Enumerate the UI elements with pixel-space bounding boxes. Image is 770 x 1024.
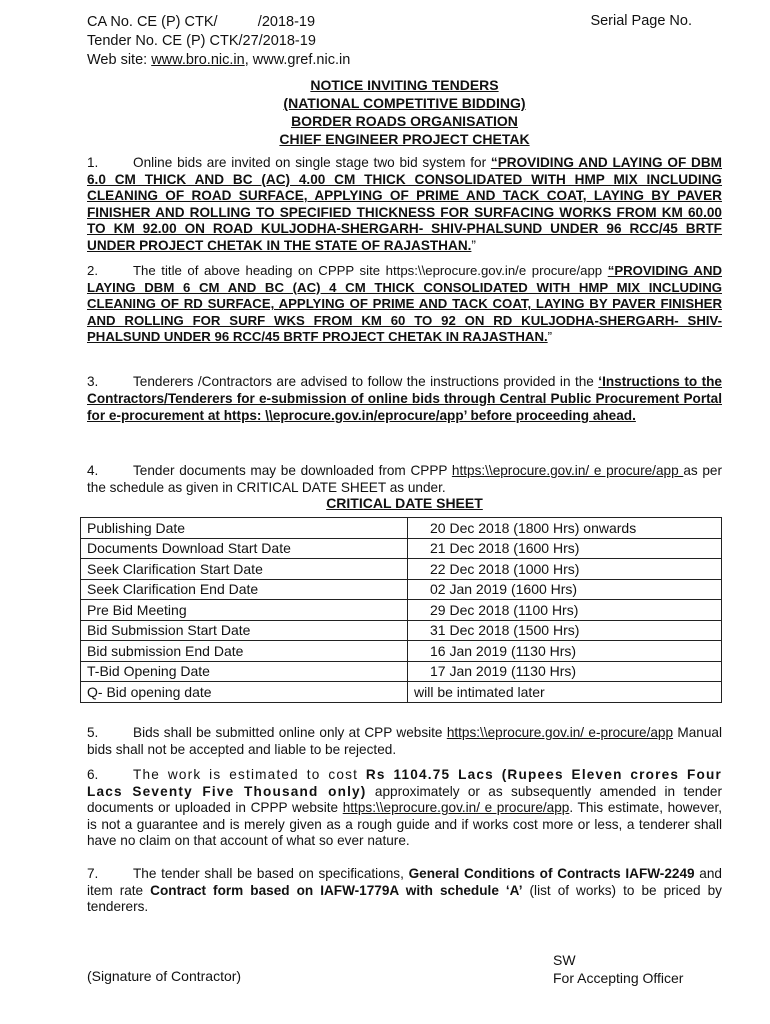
date-value: 22 Dec 2018 (1000 Hrs) (408, 559, 722, 580)
accepting-officer-block (553, 951, 683, 987)
website-link-gref[interactable]: www.gref.nic.in (252, 52, 351, 68)
paragraph-end: as per the schedule as given in CRITICAL DATE SHEET as under. (87, 463, 722, 495)
paragraph-number: 5. (87, 725, 99, 740)
eprocure-link[interactable]: https:\\eprocure.gov.in/ e-procure/app (446, 725, 674, 740)
date-value: 02 Jan 2019 (1600 Hrs) (408, 579, 722, 600)
cppp-title-bold: “PROVIDING AND LAYING DBM 6 CM AND BC (AC) 4 CM THICK CONSOLIDATED WITH HMP MIX INCLUDING CLEANING OF RD SURFACE, APPLYING OF PRIME AND TACK COAT, LAYING BY PAVER FINISHER AND ROLLING FOR SURF WKS FROM KM 60 TO 92 ON RD KULJODHA-SHERGARH- SHIV-PHALSUND UNDER 96 RCC/45 BRTF PROJECT CHETAK IN RAJASTHAN. (87, 263, 722, 345)
contractor-signature: (Signature of Contractor) (87, 968, 242, 984)
ca-number: CA No. CE (P) CTK/ /2018-19 (87, 14, 316, 30)
general-conditions-bold: General Conditions of Contracts IAFW-2249 (408, 866, 695, 881)
date-label: Publishing Date (81, 518, 408, 539)
paragraph-text: Tender documents may be downloaded from CPPP (133, 463, 452, 478)
paragraph-1 (87, 155, 722, 255)
website-separator: , (244, 52, 253, 68)
website-line (87, 51, 350, 70)
contract-form-bold: Contract form based on IAFW-1779A with schedule ‘A’ (150, 882, 523, 898)
accepting-officer-label: For Accepting Officer (553, 970, 684, 986)
date-label: T-Bid Opening Date (81, 661, 408, 682)
date-value: 17 Jan 2019 (1130 Hrs) (408, 661, 722, 682)
date-label: Pre Bid Meeting (81, 600, 408, 621)
paragraph-number: 7. (87, 866, 99, 881)
eprocure-link[interactable]: https:\\eprocure.gov.in/ e procure/app (451, 463, 684, 478)
date-label: Q- Bid opening date (81, 682, 408, 703)
work-title-bold: “PROVIDING AND LAYING OF DBM 6.0 CM THICK AND BC (AC) 4.00 CM THICK CONSOLIDATED WITH HMP MIX INCLUDING CLEANING OF ROAD SURFACE, APPLYING OF PRIME AND TACK COAT, LAYING BY PAVER FINISHER AND ROLLING TO SPECIFIED THICKNESS FOR SURFACING WORKS FROM KM 60.00 TO KM 92.00 ON ROAD KULJODHA-SHERGARH- SHIV-PHALSUND UNDER 96 RCC/45 BRTF UNDER PROJECT CHETAK IN THE STATE OF RAJASTHAN. (87, 155, 722, 253)
date-label: Documents Download Start Date (81, 538, 408, 559)
critical-date-rows (81, 518, 722, 703)
title-line-2: (NATIONAL COMPETITIVE BIDDING) (283, 95, 526, 111)
date-row (81, 641, 722, 662)
instructions-bold: ‘Instructions to the Contractors/Tenderers for e-submission of online bids through Central Public Procurement Portal for e-procurement at https: \\eprocure.gov.in/eprocure/app’ before proceeding ahead. (87, 374, 722, 424)
paragraph-text: Online bids are invited on single stage two bid system for (133, 155, 491, 170)
date-value: 21 Dec 2018 (1600 Hrs) (408, 538, 722, 559)
title-line-4: CHIEF ENGINEER PROJECT CHETAK (279, 131, 530, 147)
closing-quote: ” (547, 329, 553, 345)
paragraph-3 (87, 373, 722, 425)
date-row (81, 620, 722, 641)
date-label: Bid submission End Date (81, 641, 408, 662)
closing-quote: ” (471, 237, 476, 253)
sw-label: SW (553, 952, 576, 968)
tender-number: Tender No. CE (P) CTK/27/2018-19 (87, 33, 316, 49)
paragraph-text: Bids shall be submitted online only at CPP website (133, 725, 447, 740)
serial-page-number: Serial Page No. (590, 13, 692, 29)
document-header (87, 13, 350, 70)
date-label: Seek Clarification Start Date (81, 559, 408, 580)
website-link-bro[interactable]: www.bro.nic.in (151, 52, 245, 68)
paragraph-number: 1. (87, 155, 99, 170)
paragraph-2 (87, 263, 722, 346)
paragraph-number: 3. (87, 374, 99, 389)
date-value: 31 Dec 2018 (1500 Hrs) (408, 620, 722, 641)
date-row (81, 661, 722, 682)
paragraph-text: Tenderers /Contractors are advised to follow the instructions provided in the (133, 374, 599, 389)
paragraph-4 (87, 463, 722, 496)
estimated-cost-bold: Rs 1104.75 Lacs (Rupees Eleven crores Four Lacs Seventy Five Thousand only) (87, 767, 722, 799)
date-row (81, 518, 722, 539)
paragraph-7 (87, 866, 722, 916)
date-row (81, 579, 722, 600)
date-row (81, 538, 722, 559)
date-row (81, 559, 722, 580)
title-line-1: NOTICE INVITING TENDERS (310, 77, 499, 93)
paragraph-5 (87, 725, 722, 758)
paragraph-text: The tender shall be based on specifications, (133, 866, 409, 881)
paragraph-end: . This estimate, however, is not a guarantee and is merely given as a rough guide and if works cost more or less, a tenderer shall have no claim on that account of what so ever nature. (87, 800, 723, 849)
paragraph-text: The work is estimated to cost (133, 767, 366, 782)
paragraph-number: 2. (87, 263, 98, 278)
critical-date-sheet-title: CRITICAL DATE SHEET (326, 495, 483, 511)
eprocure-link[interactable]: https:\\eprocure.gov.in/ e procure/app (342, 800, 570, 816)
date-value: will be intimated later (408, 682, 722, 703)
paragraph-middle: and item rate (87, 866, 722, 898)
paragraph-text: The title of above heading on CPPP site https:\\eprocure.gov.in/e procure/app (133, 263, 608, 278)
date-value: 20 Dec 2018 (1800 Hrs) onwards (408, 518, 722, 539)
paragraph-end: Manual bids shall not be accepted and liable to be rejected. (87, 725, 722, 757)
title-line-3: BORDER ROADS ORGANISATION (291, 113, 518, 129)
critical-date-table (80, 517, 722, 703)
paragraph-middle: approximately or as subsequently amended in tender documents or uploaded in CPPP website (87, 783, 722, 816)
date-value: 29 Dec 2018 (1100 Hrs) (408, 600, 722, 621)
notice-titles (87, 76, 722, 148)
paragraph-number: 4. (87, 463, 99, 478)
date-label: Bid Submission Start Date (81, 620, 408, 641)
website-label: Web site: (87, 52, 152, 68)
date-label: Seek Clarification End Date (81, 579, 408, 600)
date-value: 16 Jan 2019 (1130 Hrs) (408, 641, 722, 662)
date-row (81, 600, 722, 621)
date-row (81, 682, 722, 703)
paragraph-number: 6. (87, 767, 99, 782)
paragraph-6 (87, 767, 722, 850)
paragraph-end: (list of works) to be priced by tenderers. (87, 882, 722, 915)
